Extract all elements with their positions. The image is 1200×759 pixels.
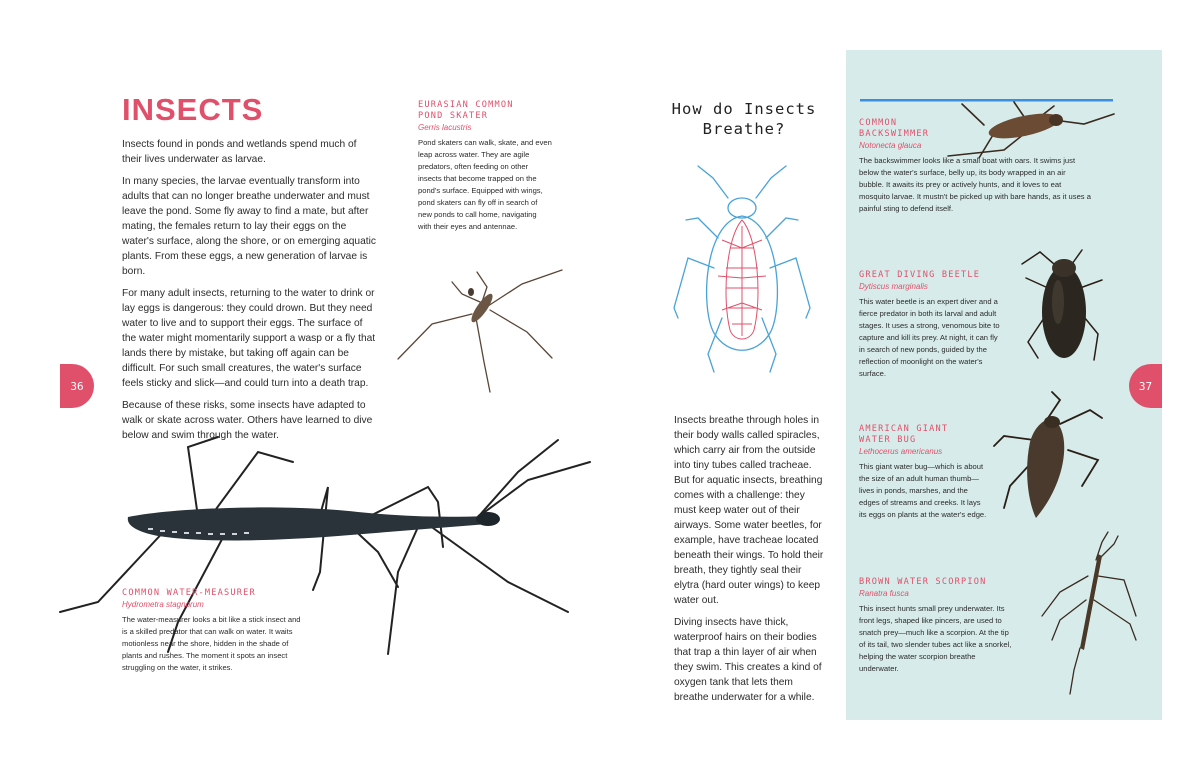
pond-skater-caption [418, 100, 552, 233]
species-name: GREAT DIVING BEETLE [859, 270, 981, 280]
species-latin-name: Notonecta glauca [859, 141, 922, 150]
species-description: The water-measurer looks a bit like a stick insect and is a skilled predator that can walk on water. It waits motionless near the shore, hidden in the shade of plants and rushes. The moment it spots an insect struggling on the water, it strikes. [122, 615, 301, 672]
species-description: Pond skaters can walk, skate, and even leap across water. They are agile predators, often feeding on other insects that become trapped on the pond's surface. Equipped with wings, pond skaters can fly off in search of new ponds to call home, navigating with their eyes and antennae. [418, 138, 552, 231]
species-description: This giant water bug—which is about the size of an adult human thumb—lives in ponds, marshes, and the edges of streams and creeks. It lays its eggs on plants at the water's edge. [859, 462, 987, 519]
giant-water-bug-illustration [990, 390, 1110, 522]
diving-beetle-caption [859, 270, 1003, 380]
species-latin-name: Hydrometra stagnorum [122, 600, 204, 609]
section-heading [664, 99, 824, 139]
insect-breathing-diagram [668, 158, 816, 380]
breathing-text [674, 413, 826, 712]
species-latin-name: Ranatra fusca [859, 589, 909, 598]
intro-text [122, 137, 378, 450]
species-description: This water beetle is an expert diver and a fierce predator in both its larval and adult stages. It uses a strong, venomous bite to capture and kill its prey. At night, it can fly in search of new ponds, guided by the reflection of moonlight on the water's surface. [859, 297, 1000, 378]
water-scorpion-caption [859, 577, 1015, 675]
page-title: INSECTS [122, 92, 264, 127]
breathing-paragraph: Diving insects have thick, waterproof hairs on their bodies that trap a thin layer of air when they swim. This creates a kind of oxygen tank that lets them breathe underwater for a while. [674, 617, 822, 703]
species-name: AMERICAN GIANT [859, 424, 949, 434]
water-measurer-caption [122, 588, 302, 674]
backswimmer-caption [859, 118, 1091, 215]
intro-paragraph: Because of these risks, some insects have adapted to walk or skate across water. Others have learned to dive below and swim through the water. [122, 400, 373, 441]
intro-paragraph: Insects found in ponds and wetlands spend much of their lives underwater as larvae. [122, 139, 357, 165]
intro-paragraph: For many adult insects, returning to the water to drink or lay eggs is dangerous: they could drown. But they need water to live and to support their eggs. The surface of the water might momentarily support a wasp or a fly that lands there by mistake, but taking off again can be difficult. For such small creatures, the water's surface feels sticky and slick—and could turn into a death trap. [122, 288, 376, 389]
page-number-tab: 37 [1129, 364, 1162, 408]
intro-paragraph: In many species, the larvae eventually transform into adults that can no longer breathe underwater and must leave the pond. Some fly away to find a mate, but after mating, the females return to lay their eggs on the water's surface, along the shore, or on emerging aquatic plants. From these eggs, a new generation of larvae is born. [122, 176, 376, 277]
giant-water-bug-caption [859, 424, 987, 521]
species-name: COMMON WATER-MEASURER [122, 588, 256, 598]
page-number-tab: 36 [60, 364, 94, 408]
water-scorpion-illustration [1036, 530, 1142, 698]
species-name: COMMON [859, 118, 898, 128]
species-description: The backswimmer looks like a small boat with oars. It swims just below the water's surface, belly up, its body wrapped in an air bubble. It awaits its prey or actively hunts, and it loves to eat mosquito larvae. It mustn't be picked up with bare hands, as it uses a painful sting to defend itself. [859, 156, 1091, 213]
species-latin-name: Gerris lacustris [418, 123, 472, 132]
species-name: BACKSWIMMER [859, 129, 930, 139]
species-name: POND SKATER [418, 111, 489, 121]
species-description: This insect hunts small prey underwater. Its front legs, shaped like pincers, are used to snatch prey—much like a scorpion. At the tip of its tail, two slender tubes act like a snorkel, helping the water scorpion breathe underwater. [859, 604, 1012, 673]
species-latin-name: Dytiscus marginalis [859, 282, 928, 291]
heading-line: Breathe? [702, 120, 786, 138]
species-name: BROWN WATER SCORPION [859, 577, 987, 587]
species-name: WATER BUG [859, 435, 917, 445]
pond-skater-illustration [392, 262, 567, 402]
species-name: EURASIAN COMMON [418, 100, 514, 110]
breathing-paragraph: Insects breathe through holes in their body walls called spiracles, which carry air from the outside into tiny tubes called tracheae. But for aquatic insects, breathing comes with a challenge: they must keep water out of their airways. Some water beetles, for example, have tracheae located beneath their wings. To hold their breath, they tightly seal their elytra (hard outer wings) to keep water out. [674, 415, 824, 606]
species-latin-name: Lethocerus americanus [859, 447, 943, 456]
heading-line: How do Insects [671, 100, 817, 118]
diving-beetle-illustration [1018, 242, 1110, 366]
